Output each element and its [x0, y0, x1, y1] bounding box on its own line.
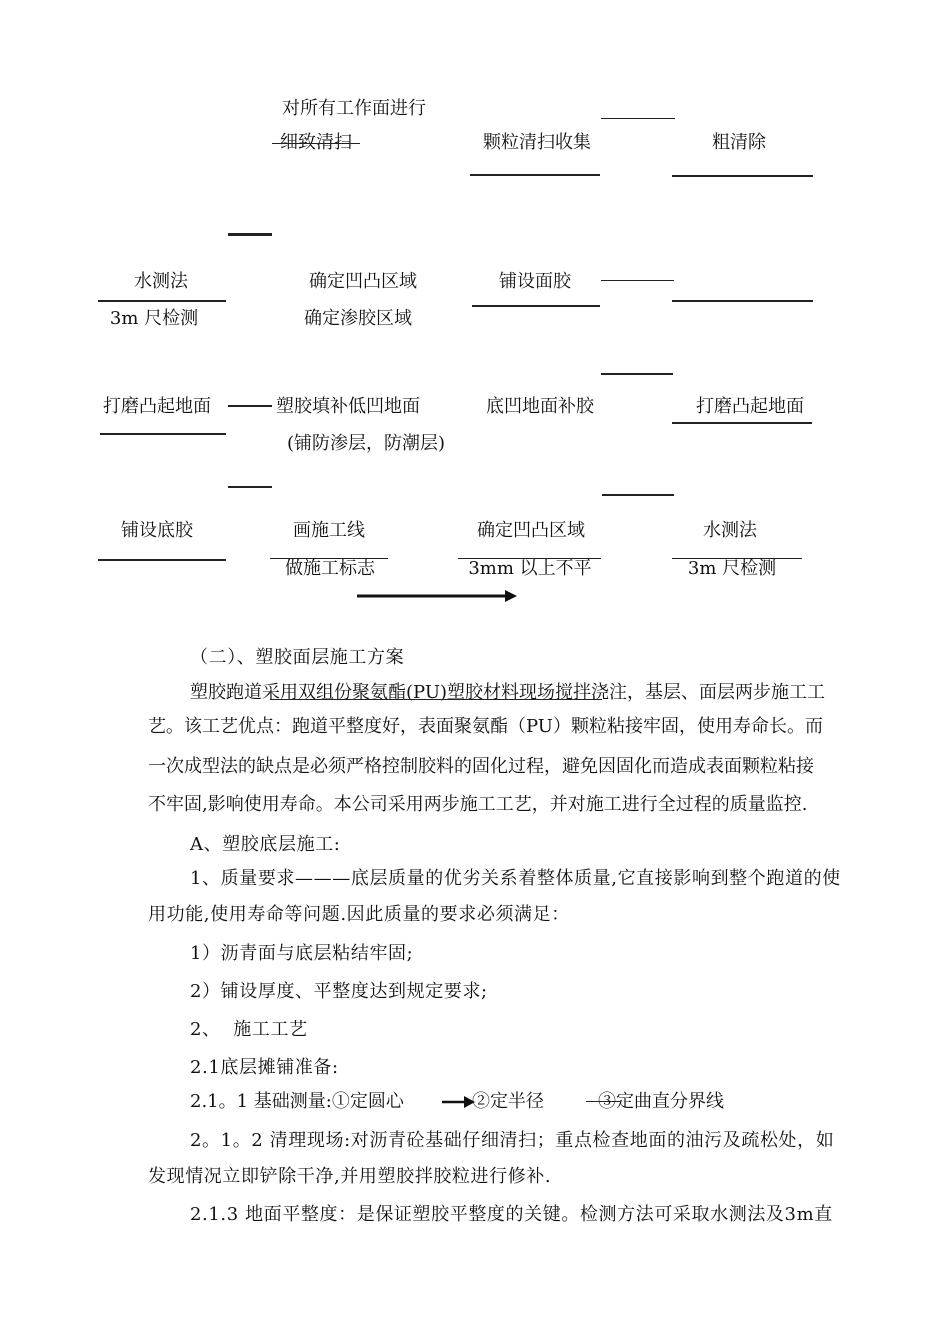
paragraph-line: 1、质量要求———底层质量的优劣关系着整体质量,它直接影响到整个跑道的使 — [190, 868, 841, 889]
step-text: ②定半径 — [472, 1091, 544, 1112]
flow-node-text: 水测法 — [703, 520, 757, 541]
step-text: 2.1。1 基础测量:①定圆心 — [190, 1091, 404, 1112]
flow-node-text: 确定凹凸区域 — [477, 520, 585, 541]
flow-connector-line — [602, 494, 674, 496]
flow-node-text: (铺防渗层，防潮层) — [286, 433, 446, 454]
flow-connector-line — [100, 433, 226, 435]
flow-node-text: 塑胶填补低凹地面 — [276, 396, 420, 417]
flow-node-text: 3mm 以上不平 — [468, 558, 592, 579]
flow-connector-line — [228, 233, 272, 236]
flow-node-text: 确定渗胶区域 — [304, 308, 412, 329]
flow-node-text: 水测法 — [134, 271, 188, 292]
flow-node-text: 粗清除 — [712, 132, 766, 153]
flow-connector-line — [472, 305, 600, 307]
flow-connector-line — [98, 559, 226, 561]
flow-node-text: 铺设底胶 — [121, 520, 193, 541]
right-arrow-icon — [440, 1094, 476, 1110]
paragraph-line: 2.1.3 地面平整度：是保证塑胶平整度的关键。检测方法可采取水测法及3m直 — [190, 1204, 833, 1225]
list-item: 1）沥青面与底层粘结牢固; — [190, 943, 414, 964]
paragraph-line: 不牢固,影响使用寿命。本公司采用两步施工工艺，并对施工进行全过程的质量监控. — [148, 794, 808, 815]
flow-connector-line — [672, 175, 813, 177]
flow-node-text: 铺设面胶 — [499, 271, 571, 292]
flow-node-text: 3m 尺检测 — [687, 558, 777, 579]
flow-connector-line — [228, 405, 272, 407]
flow-connector-line — [98, 300, 226, 302]
flow-node-text: 做施工标志 — [285, 558, 375, 579]
flow-connector-line — [601, 280, 674, 281]
subsection-title: A、塑胶底层施工: — [190, 834, 341, 855]
flow-connector-line — [228, 486, 272, 488]
paragraph-line: 发现情况立即铲除干净,并用塑胶拌胶粒进行修补. — [148, 1166, 552, 1187]
underline — [270, 699, 602, 700]
flow-connector-line — [272, 143, 360, 144]
list-item: 2）铺设厚度、平整度达到规定要求; — [190, 981, 488, 1002]
flow-node-text: 对所有工作面进行 — [282, 98, 426, 119]
subsection-title: 2.1底层摊铺准备: — [190, 1057, 339, 1078]
flow-node-text: 确定凹凸区域 — [309, 271, 417, 292]
flow-connector-line — [672, 422, 812, 424]
flow-connector-line — [601, 373, 673, 375]
flow-connector-line — [672, 300, 813, 302]
flow-node-text: 打磨凸起地面 — [696, 396, 804, 417]
step-text: ③定曲直分界线 — [598, 1091, 724, 1112]
paragraph-line: 塑胶跑道采用双组份聚氨酯(PU)塑胶材料现场搅拌浇注，基层、面层两步施工工 — [190, 682, 826, 703]
flow-node-text: 颗粒清扫收集 — [483, 132, 591, 153]
paragraph-line: 用功能,使用寿命等问题.因此质量的要求必须满足： — [148, 904, 570, 925]
flow-node-text: 底凹地面补胶 — [486, 396, 594, 417]
flow-node-text: 细致清扫 — [280, 132, 352, 153]
paragraph-line: 一次成型法的缺点是必须严格控制胶料的固化过程，避免因固化而造成表面颗粒粘接 — [148, 756, 814, 777]
section-title: （二）、塑胶面层施工方案 — [190, 647, 405, 668]
flow-node-text: 打磨凸起地面 — [103, 396, 211, 417]
subsection-title: 2、 施工工艺 — [190, 1019, 308, 1040]
flow-node-text: 画施工线 — [293, 520, 365, 541]
flow-connector-line — [601, 118, 675, 119]
right-arrow-icon — [355, 588, 520, 604]
paragraph-line: 2。1。2 清理现场:对沥青砼基础仔细清扫；重点检查地面的油污及疏松处，如 — [190, 1130, 835, 1151]
paragraph-line: 艺。该工艺优点：跑道平整度好，表面聚氨酯（PU）颗粒粘接牢固，使用寿命长。而 — [148, 716, 823, 737]
flow-connector-line — [470, 174, 600, 176]
flow-node-text: 3m 尺检测 — [109, 308, 199, 329]
